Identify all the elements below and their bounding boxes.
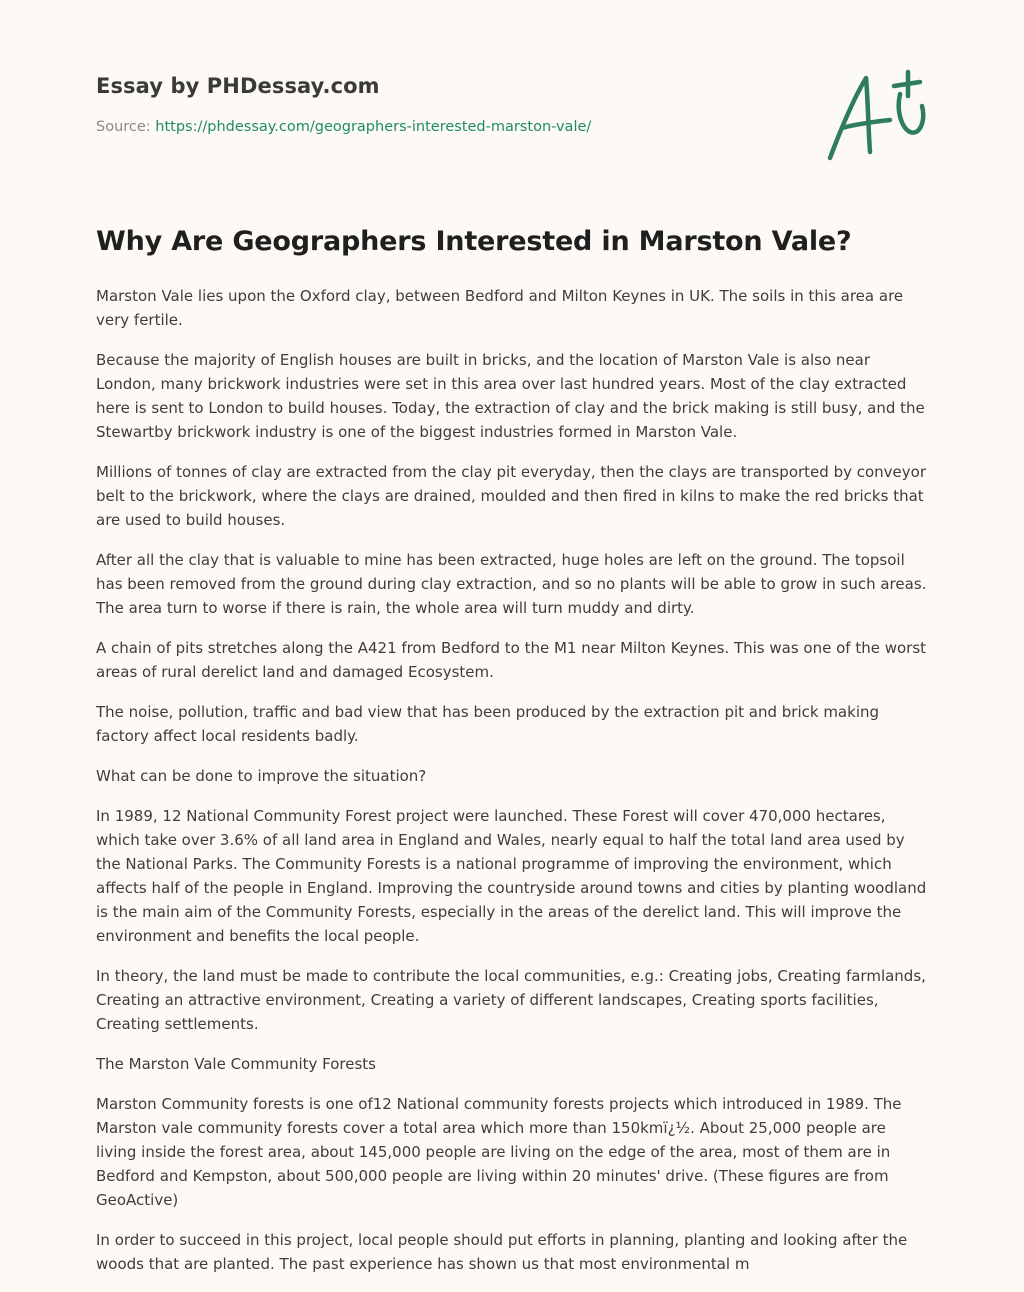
a-plus-logo-svg [822,66,932,166]
essay-paragraph: Millions of tonnes of clay are extracted from the clay pit everyday, then the clays are transported by conveyor belt to the brickwork, where the clays are drained, moulded and then fired in kilns to make the red bricks that are used to build houses. [96,463,926,529]
essay-paragraph: After all the clay that is valuable to mine has been extracted, huge holes are left on the ground. The topsoil has been removed from the ground during clay extraction, and so no plants will be able to grow in such areas. The area turn to worse if there is rain, the whole area will turn muddy and dirty. [96,551,927,617]
essay-title: Why Are Geographers Interested in Marston Vale? [96,226,852,257]
essay-paragraph: Because the majority of English houses are built in bricks, and the location of Marston Vale is also near London, many brickwork industries were set in this area over last hundred years. Most of the clay extracted here is sent to London to build houses. Today, the extraction of clay and the brick making is still busy, and the Stewartby brickwork industry is one of the biggest industries formed in Marston Vale. [96,351,925,441]
essay-subheading: The Marston Vale Community Forests [96,1055,376,1073]
source-line [96,119,796,135]
a-plus-logo-icon [822,66,932,166]
essay-paragraph: Marston Community forests is one of12 National community forests projects which introduced in 1989. The Marston vale community forests cover a total area which more than 150kmï¿½. About 25,000 people are living inside the forest area, about 145,000 people are living on the edge of the area, most of them are in Bedford and Kempston, about 500,000 people are living within 20 minutes' drive. (These figures are from GeoActive) [96,1095,902,1209]
essay-body [96,284,930,1292]
source-link[interactable]: https://phdessay.com/geographers-interested-marston-vale/ [155,119,592,135]
source-label: Source: [96,119,151,135]
essay-paragraph: A chain of pits stretches along the A421 from Bedford to the M1 near Milton Keynes. This was one of the worst areas of rural derelict land and damaged Ecosystem. [96,639,927,681]
essay-paragraph: Marston Vale lies upon the Oxford clay, between Bedford and Milton Keynes in UK. The soils in this area are very fertile. [96,287,904,329]
essay-paragraph: The noise, pollution, traffic and bad view that has been produced by the extraction pit and brick making factory affect local residents badly. [96,703,880,745]
essay-paragraph: In order to succeed in this project, local people should put efforts in planning, planting and looking after the woods that are planted. The past experience has shown us that most environmental m [96,1231,908,1273]
essay-paragraph: In theory, the land must be made to contribute the local communities, e.g.: Creating jobs, Creating farmlands, Creating an attractive environment, Creating a variety of different landscapes, Creating sports facilities, Creating settlements. [96,967,926,1033]
brand-title: Essay by PHDessay.com [96,74,380,98]
essay-subheading: What can be done to improve the situation? [96,767,427,785]
essay-paragraph: In 1989, 12 National Community Forest project were launched. These Forest will cover 470,000 hectares, which take over 3.6% of all land area in England and Wales, nearly equal to half the total land area used by the National Parks. The Community Forests is a national programme of improving the environment, which affects half of the people in England. Improving the countryside around towns and cities by planting woodland is the main aim of the Community Forests, especially in the areas of the derelict land. This will improve the environment and benefits the local people. [96,807,927,945]
page-header [96,74,796,135]
